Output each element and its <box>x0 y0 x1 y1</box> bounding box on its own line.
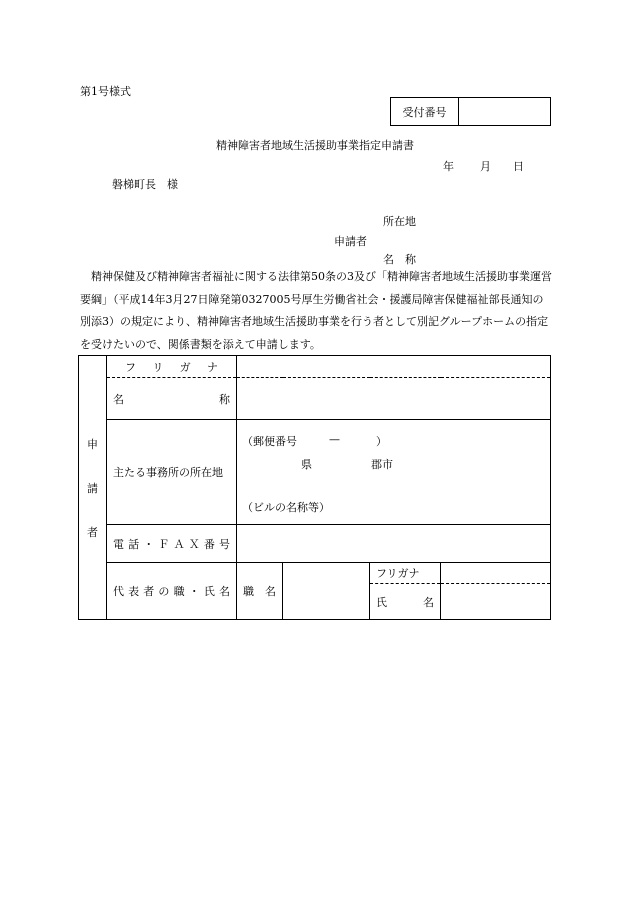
rep-name-field[interactable] <box>441 584 551 620</box>
name-label: 名 称 <box>107 378 237 420</box>
postal-dash: — <box>329 433 340 446</box>
document-title: 精神障害者地域生活援助事業指定申請書 <box>216 139 414 152</box>
receipt-label: 受付番号 <box>391 98 459 125</box>
receipt-box <box>390 97 551 126</box>
postal-close: ） <box>376 435 387 448</box>
position-label: 職 名 <box>237 563 283 620</box>
date-year: 年 <box>443 160 454 173</box>
applicant-label: 申請者 <box>334 235 367 248</box>
receipt-value-field[interactable] <box>459 98 550 125</box>
rep-name-label: 氏 名 <box>370 584 441 620</box>
applicant-name-label: 名 称 <box>383 253 416 266</box>
prefecture-label: 県 <box>301 458 312 471</box>
date-month: 月 <box>480 160 491 173</box>
name-field[interactable] <box>237 378 551 420</box>
addressee: 磐梯町長 様 <box>112 178 178 191</box>
application-table <box>78 355 551 620</box>
rep-furigana-field[interactable] <box>441 563 551 584</box>
building-name-label: （ビルの名称等） <box>242 501 330 514</box>
date-day: 日 <box>513 160 524 173</box>
position-field[interactable] <box>283 563 370 620</box>
applicant-address-label: 所在地 <box>383 215 416 228</box>
furigana-label: フ リ ガ ナ <box>107 356 237 378</box>
postal-code-label: （郵便番号 <box>242 435 297 448</box>
phone-fax-field[interactable] <box>237 525 551 563</box>
office-address-field[interactable] <box>237 420 551 525</box>
applicant-side-header: 申 請 者 <box>79 356 107 620</box>
furigana-field[interactable] <box>237 356 551 378</box>
representative-label: 代 表 者 の 職 ・ 氏 名 <box>107 563 237 620</box>
office-address-label: 主たる事務所の所在地 <box>107 420 237 525</box>
phone-fax-label: 電 話 ・ Ｆ Ａ Ｘ 番 号 <box>107 525 237 563</box>
rep-furigana-label: フリガナ <box>370 563 441 584</box>
county-city-label: 郡市 <box>371 458 393 471</box>
form-number: 第1号様式 <box>80 85 131 98</box>
application-statement: 精神保健及び精神障害者福祉に関する法律第50条の3及び「精神障害者地域生活援助事業運営要綱」（平成14年3月27日障発第0327005号厚生労働省社会・援護局障害保健福祉部長通知の別添3）の規定により、精神障害者地域生活援助事業を行う者として別記グループホームの指定を受けたいので、関係書類を添えて申請します。 <box>80 270 552 351</box>
